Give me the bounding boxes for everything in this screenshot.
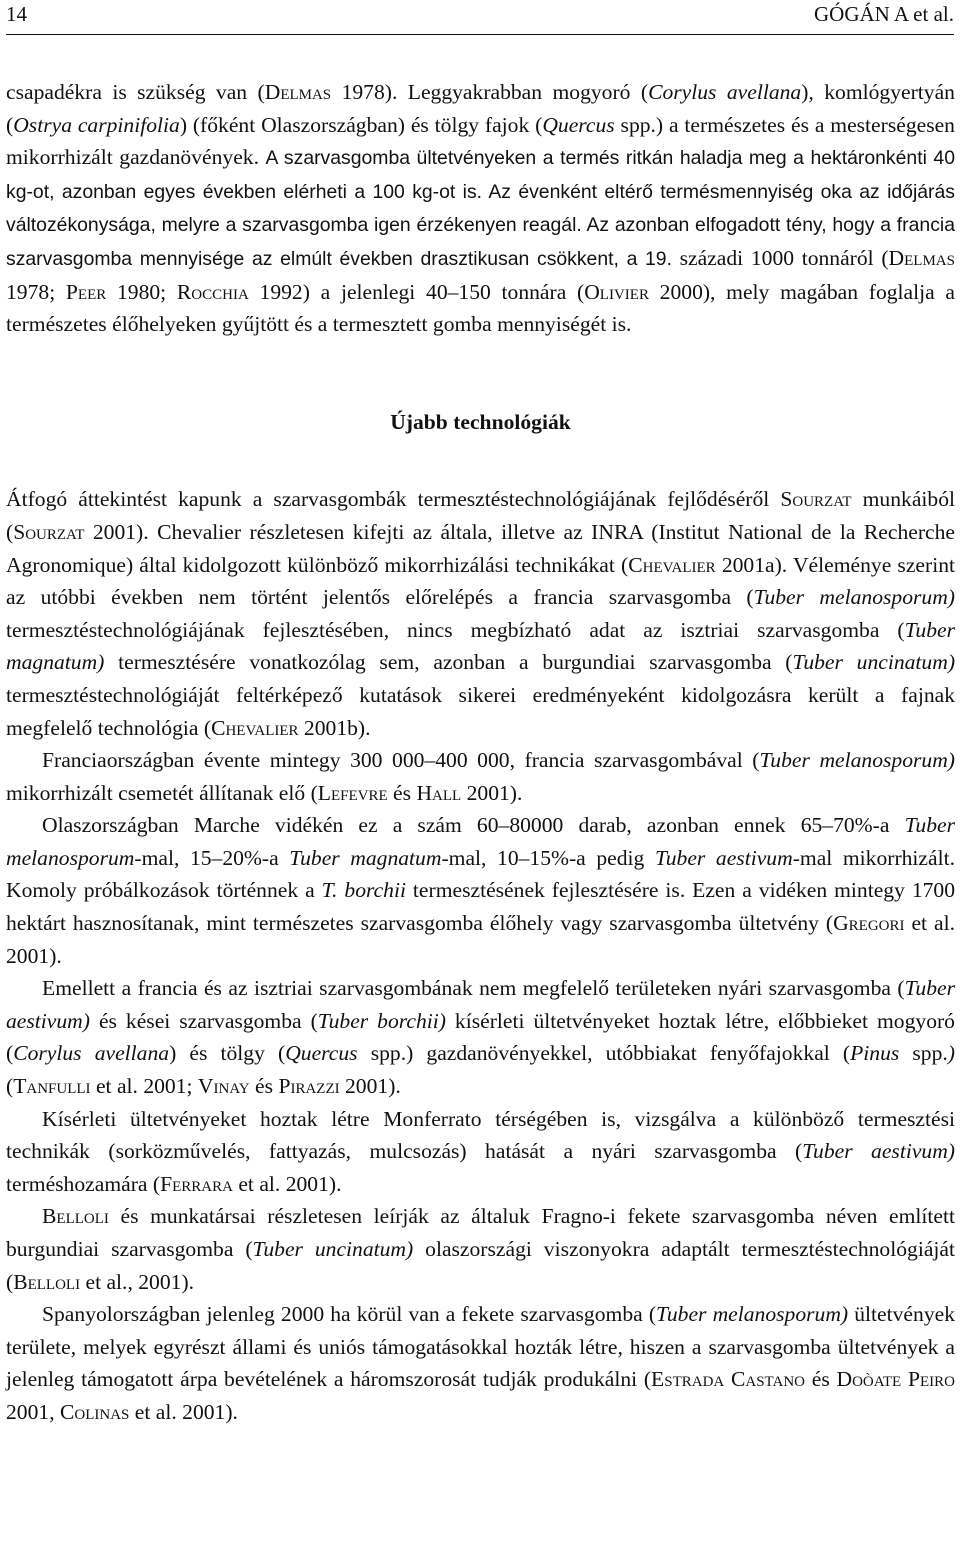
text-run: Franciaországban évente mintegy 300 000–400 000, francia szarvasgombával ( bbox=[42, 748, 760, 773]
section-heading: Újabb technológiák bbox=[390, 409, 571, 434]
text-run: századi 1000 tonnáról ( bbox=[671, 245, 889, 270]
text-run: Olaszországban Marche vidékén ez a szám 60–80000 darab, azonban ennek 65–70%-a bbox=[42, 813, 905, 838]
citation-author: Tanfulli bbox=[13, 1074, 91, 1099]
citation-author: Sourzat bbox=[780, 487, 852, 512]
species-name: Tuber borchii) bbox=[317, 1008, 446, 1033]
species-name: Pinus bbox=[850, 1041, 900, 1066]
species-name: Corylus avellana bbox=[13, 1041, 170, 1066]
species-name: Tuber uncinatum) bbox=[252, 1237, 414, 1261]
text-run: 2001a). Véleménye szerint az utóbbi években nem történt jelentős előrelépés a francia szarvasgomba ( bbox=[6, 552, 955, 610]
paragraph bbox=[6, 1200, 955, 1298]
citation-author: Belloli bbox=[13, 1269, 81, 1294]
text-run: és bbox=[249, 1074, 279, 1099]
species-name: Quercus bbox=[542, 112, 615, 137]
species-name: Quercus bbox=[285, 1041, 358, 1066]
paragraph bbox=[6, 744, 955, 809]
paragraph bbox=[6, 1298, 955, 1428]
text-run: Spanyolországban jelenleg 2000 ha körül van a fekete szarvasgomba ( bbox=[42, 1302, 657, 1327]
text-run: Kísérleti ültetvényeket hoztak létre Monferrato térségében is, vizsgálva a különböző termesztési technikák (sorközművelés, fattyazás, mulcsozás) hatását a nyári szarvasgomba ( bbox=[6, 1106, 955, 1164]
species-name: Ostrya carpinifolia bbox=[13, 112, 180, 137]
citation-author: Colinas bbox=[59, 1399, 130, 1424]
citation-author: Lefevre bbox=[317, 780, 388, 805]
text-run: és bbox=[805, 1367, 837, 1392]
text-run: Átfogó áttekintést kapunk a szarvasgombák termesztéstechnológiájának fejlődéséről bbox=[6, 487, 781, 512]
species-name: Tuber magnatum bbox=[289, 845, 442, 870]
text-run: csapadékra is szükség van ( bbox=[6, 80, 265, 104]
text-run: kísérleti ültetvényeket hoztak létre, előbbieket mogyoró ( bbox=[6, 1008, 955, 1066]
species-name: Tuber aestivum bbox=[654, 845, 793, 870]
text-run: termesztéstechnológiájának fejlesztésében, nincs megbízható adat az isztriai szarvasgomba ( bbox=[6, 617, 905, 642]
text-run: spp.) a természetes és a mesterségesen mikorrhizált gazdanövények. bbox=[6, 112, 955, 170]
citation-author: Chevalier bbox=[211, 715, 299, 740]
species-name: Tuber melanosporum bbox=[6, 813, 955, 870]
citation-author: Sourzat bbox=[13, 519, 85, 544]
species-name: Tuber melanosporum) bbox=[753, 585, 955, 610]
text-run: termesztéstechnológiáját feltérképező kutatások sikerei eredményeként kidolgozásra került a fajnak megfelelő technológia ( bbox=[6, 682, 955, 740]
text-run: mikorrhizált csemetét állítanak elő ( bbox=[6, 780, 318, 805]
citation-author: Olivier bbox=[584, 279, 649, 304]
paragraph bbox=[6, 809, 955, 972]
citation-author: Estrada Castano bbox=[651, 1367, 806, 1392]
text-run: ) és tölgy ( bbox=[169, 1041, 286, 1066]
citation-author: Ferrara bbox=[160, 1171, 233, 1196]
text-run: ( bbox=[6, 1074, 14, 1099]
text-run: 1992) a jelenlegi 40–150 tonnára ( bbox=[248, 279, 585, 304]
citation-author: Vinay bbox=[197, 1074, 250, 1099]
text-run: et al. 2001). bbox=[232, 1171, 342, 1196]
species-name: Tuber aestivum) bbox=[6, 976, 955, 1033]
text-run: -mal, 15–20%-a bbox=[134, 845, 290, 870]
text-run: 2001b). bbox=[298, 715, 371, 740]
text-run: 1980; bbox=[106, 279, 177, 304]
text-run: olaszországi viszonyokra adaptált termesztéstechnológiáját ( bbox=[6, 1237, 955, 1294]
text-run: -mal mikorrhizált. Komoly próbálkozások történnek a bbox=[6, 845, 956, 903]
text-run: 1978). Leggyakrabban mogyoró ( bbox=[331, 80, 649, 104]
text-run: Emellett a francia és az isztriai szarvasgombának nem megfelelő területeken nyári szarvasgomba ( bbox=[42, 976, 905, 1001]
text-run: -mal, 10–15%-a pedig bbox=[441, 845, 655, 870]
paragraph bbox=[6, 1103, 955, 1201]
citation-author: Pirazzi bbox=[278, 1074, 340, 1099]
species-name: Tuber melanosporum) bbox=[759, 748, 955, 773]
species-name: Tuber magnatum) bbox=[6, 617, 955, 675]
text-run: termesztésére vonatkozólag sem, azonban a burgundiai szarvasgomba ( bbox=[104, 650, 793, 675]
running-head bbox=[6, 2, 954, 30]
citation-author: Delmas bbox=[264, 80, 332, 104]
header-rule bbox=[6, 34, 954, 35]
species-name: Tuber aestivum) bbox=[802, 1139, 956, 1164]
citation-author: Delmas bbox=[888, 245, 955, 270]
citation-author: Gregori bbox=[833, 911, 905, 936]
citation-author: Peer bbox=[65, 279, 107, 304]
text-run: ültetvények területe, melyek egyrészt állami és uniós támogatásokkal hozták létre, hiszen a szarvasgomba ültetvények a jelenleg támogatott árpa bevételének a háromszorosát tudják produkálni ( bbox=[6, 1302, 955, 1392]
text-run: és munkatársai részletesen leírják az általuk Fragno-i fekete szarvasgomba néven említett burgundiai szarvasgomba ( bbox=[6, 1204, 955, 1261]
running-title: GÓGÁN A et al. bbox=[814, 2, 954, 26]
text-run: spp. bbox=[899, 1041, 948, 1066]
text-run: 2001, bbox=[6, 1399, 60, 1424]
text-run: 2001). bbox=[339, 1074, 401, 1099]
text-run: et al. 2001). bbox=[6, 911, 955, 968]
text-run: 1978; bbox=[6, 279, 66, 304]
text-run: ) (főként Olaszországban) és tölgy fajok ( bbox=[179, 112, 543, 137]
text-run: et al. 2001). bbox=[129, 1399, 238, 1424]
body-text bbox=[6, 76, 955, 1429]
text-run: et al. 2001; bbox=[90, 1074, 198, 1099]
text-run: 2001). Chevalier részletesen kifejti az általa, illetve az INRA (Institut National de la Recherche Agronomique) által kidolgozott különböző mikorrhizálási technikákat ( bbox=[6, 519, 955, 577]
species-name: Tuber uncinatum) bbox=[792, 650, 956, 675]
text-run: termesztésének fejlesztésére is. Ezen a vidéken mintegy 1700 hektárt hasznosítanak, mint természetes szarvasgomba élőhely vagy szarvasgomba ültetvény ( bbox=[6, 878, 956, 936]
text-run: 2000), mely magában foglalja a természetes élőhelyeken gyűjtött és a termesztett gomba mennyiségét is. bbox=[6, 279, 956, 337]
text-run: terméshozamára ( bbox=[6, 1171, 161, 1196]
paragraph bbox=[6, 972, 955, 1102]
citation-author: Doòate Peiro bbox=[836, 1367, 955, 1392]
text-run: A szarvasgomba ültetvényeken a termés ritkán haladja meg a hektáronkénti 40 kg-ot, azonban egyes években elérheti a 100 kg-ot is. Az évenként eltérő termésmennyiség oka az időjárás változékonysága, melyre a szarvasgomba igen érzékenyen reagál. Az azonban elfogadott tény, hogy a francia szarvasgomba mennyisége az elmúlt években drasztikusan csökkent, a 19. bbox=[6, 147, 955, 270]
paragraph bbox=[6, 76, 955, 341]
text-run: és kései szarvasgomba ( bbox=[89, 1008, 318, 1033]
text-run: ) bbox=[947, 1041, 955, 1066]
text-run: munkáiból ( bbox=[6, 487, 955, 544]
text-run: és bbox=[387, 780, 417, 805]
page-number: 14 bbox=[6, 2, 27, 26]
citation-author: Rocchia bbox=[176, 279, 249, 304]
text-run: spp.) gazdanövényekkel, utóbbiakat fenyőfajokkal ( bbox=[357, 1041, 851, 1066]
citation-author: Chevalier bbox=[628, 552, 716, 577]
text-run: et al., 2001). bbox=[80, 1269, 195, 1294]
paragraph bbox=[6, 483, 955, 744]
text-run: ), komlógyertyán ( bbox=[6, 80, 955, 137]
citation-author: Hall bbox=[416, 780, 462, 805]
text-run: 2001). bbox=[461, 780, 523, 805]
citation-author: Belloli bbox=[42, 1204, 109, 1229]
species-name: Corylus avellana bbox=[648, 80, 802, 104]
species-name: Tuber melanosporum) bbox=[656, 1302, 849, 1327]
species-name: T. borchii bbox=[321, 878, 406, 903]
